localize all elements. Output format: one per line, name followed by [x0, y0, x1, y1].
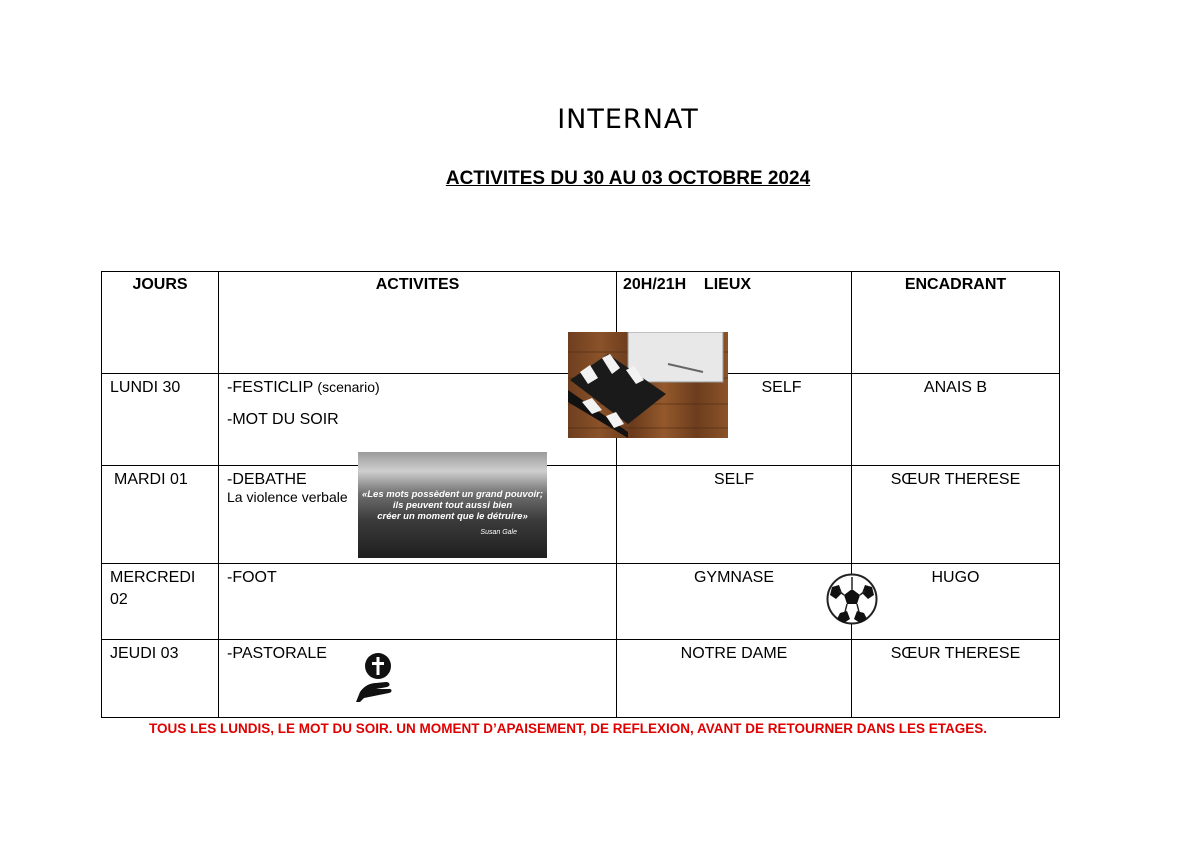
- activite-sub: La violence verbale: [227, 489, 348, 505]
- row-activite: -PASTORALE: [219, 640, 617, 718]
- row-encadrant: HUGO: [852, 564, 1060, 640]
- page-title: INTERNAT: [557, 104, 699, 135]
- activite-label-2: -MOT DU SOIR: [227, 411, 339, 428]
- row-jour: JEUDI 03: [102, 640, 219, 718]
- table-row: [102, 640, 1060, 718]
- header-activites: ACTIVITES: [219, 272, 617, 374]
- quote-line-2: ils peuvent tout aussi bien: [392, 500, 513, 511]
- header-horaire-lieux: 20H/21H LIEUX: [617, 272, 852, 374]
- header-encadrant: ENCADRANT: [852, 272, 1060, 374]
- table-row: [102, 466, 1060, 564]
- quote-author: Susan Gale: [480, 529, 517, 536]
- row-encadrant: SŒUR THERESE: [852, 640, 1060, 718]
- activite-label: -FESTICLIP: [227, 379, 313, 396]
- quote-line-1: «Les mots possèdent un grand pouvoir;: [361, 489, 544, 500]
- hand-cross-icon: [352, 652, 394, 704]
- quote-image: [358, 452, 547, 558]
- quote-line-3: créer un moment que le détruire»: [377, 511, 528, 522]
- page-subtitle: ACTIVITES DU 30 AU 03 OCTOBRE 2024: [445, 168, 811, 189]
- row-lieu: NOTRE DAME: [617, 640, 852, 718]
- jour-line-1: MERCREDI: [110, 569, 196, 586]
- clapperboard-icon: [568, 332, 728, 438]
- activite-label: -DEBATHE: [227, 471, 307, 488]
- soccer-ball-icon: [826, 573, 878, 625]
- row-encadrant: SŒUR THERESE: [852, 466, 1060, 564]
- row-encadrant: ANAIS B: [852, 374, 1060, 466]
- activite-note: (scenario): [317, 379, 380, 395]
- row-lieu: SELF: [617, 374, 852, 466]
- row-activite: -FOOT: [219, 564, 617, 640]
- row-lieu: SELF: [617, 466, 852, 564]
- row-jour: LUNDI 30: [102, 374, 219, 466]
- jour-line-2: 02: [110, 591, 128, 608]
- row-jour: [102, 564, 219, 640]
- row-lieu: GYMNASE: [617, 564, 852, 640]
- row-jour: MARDI 01: [102, 466, 219, 564]
- header-jours: JOURS: [102, 272, 219, 374]
- footer-note: TOUS LES LUNDIS, LE MOT DU SOIR. UN MOMENT D’APAISEMENT, DE REFLEXION, AVANT DE RETOURNER DANS LES ETAGES.: [148, 721, 988, 736]
- table-row: [102, 564, 1060, 640]
